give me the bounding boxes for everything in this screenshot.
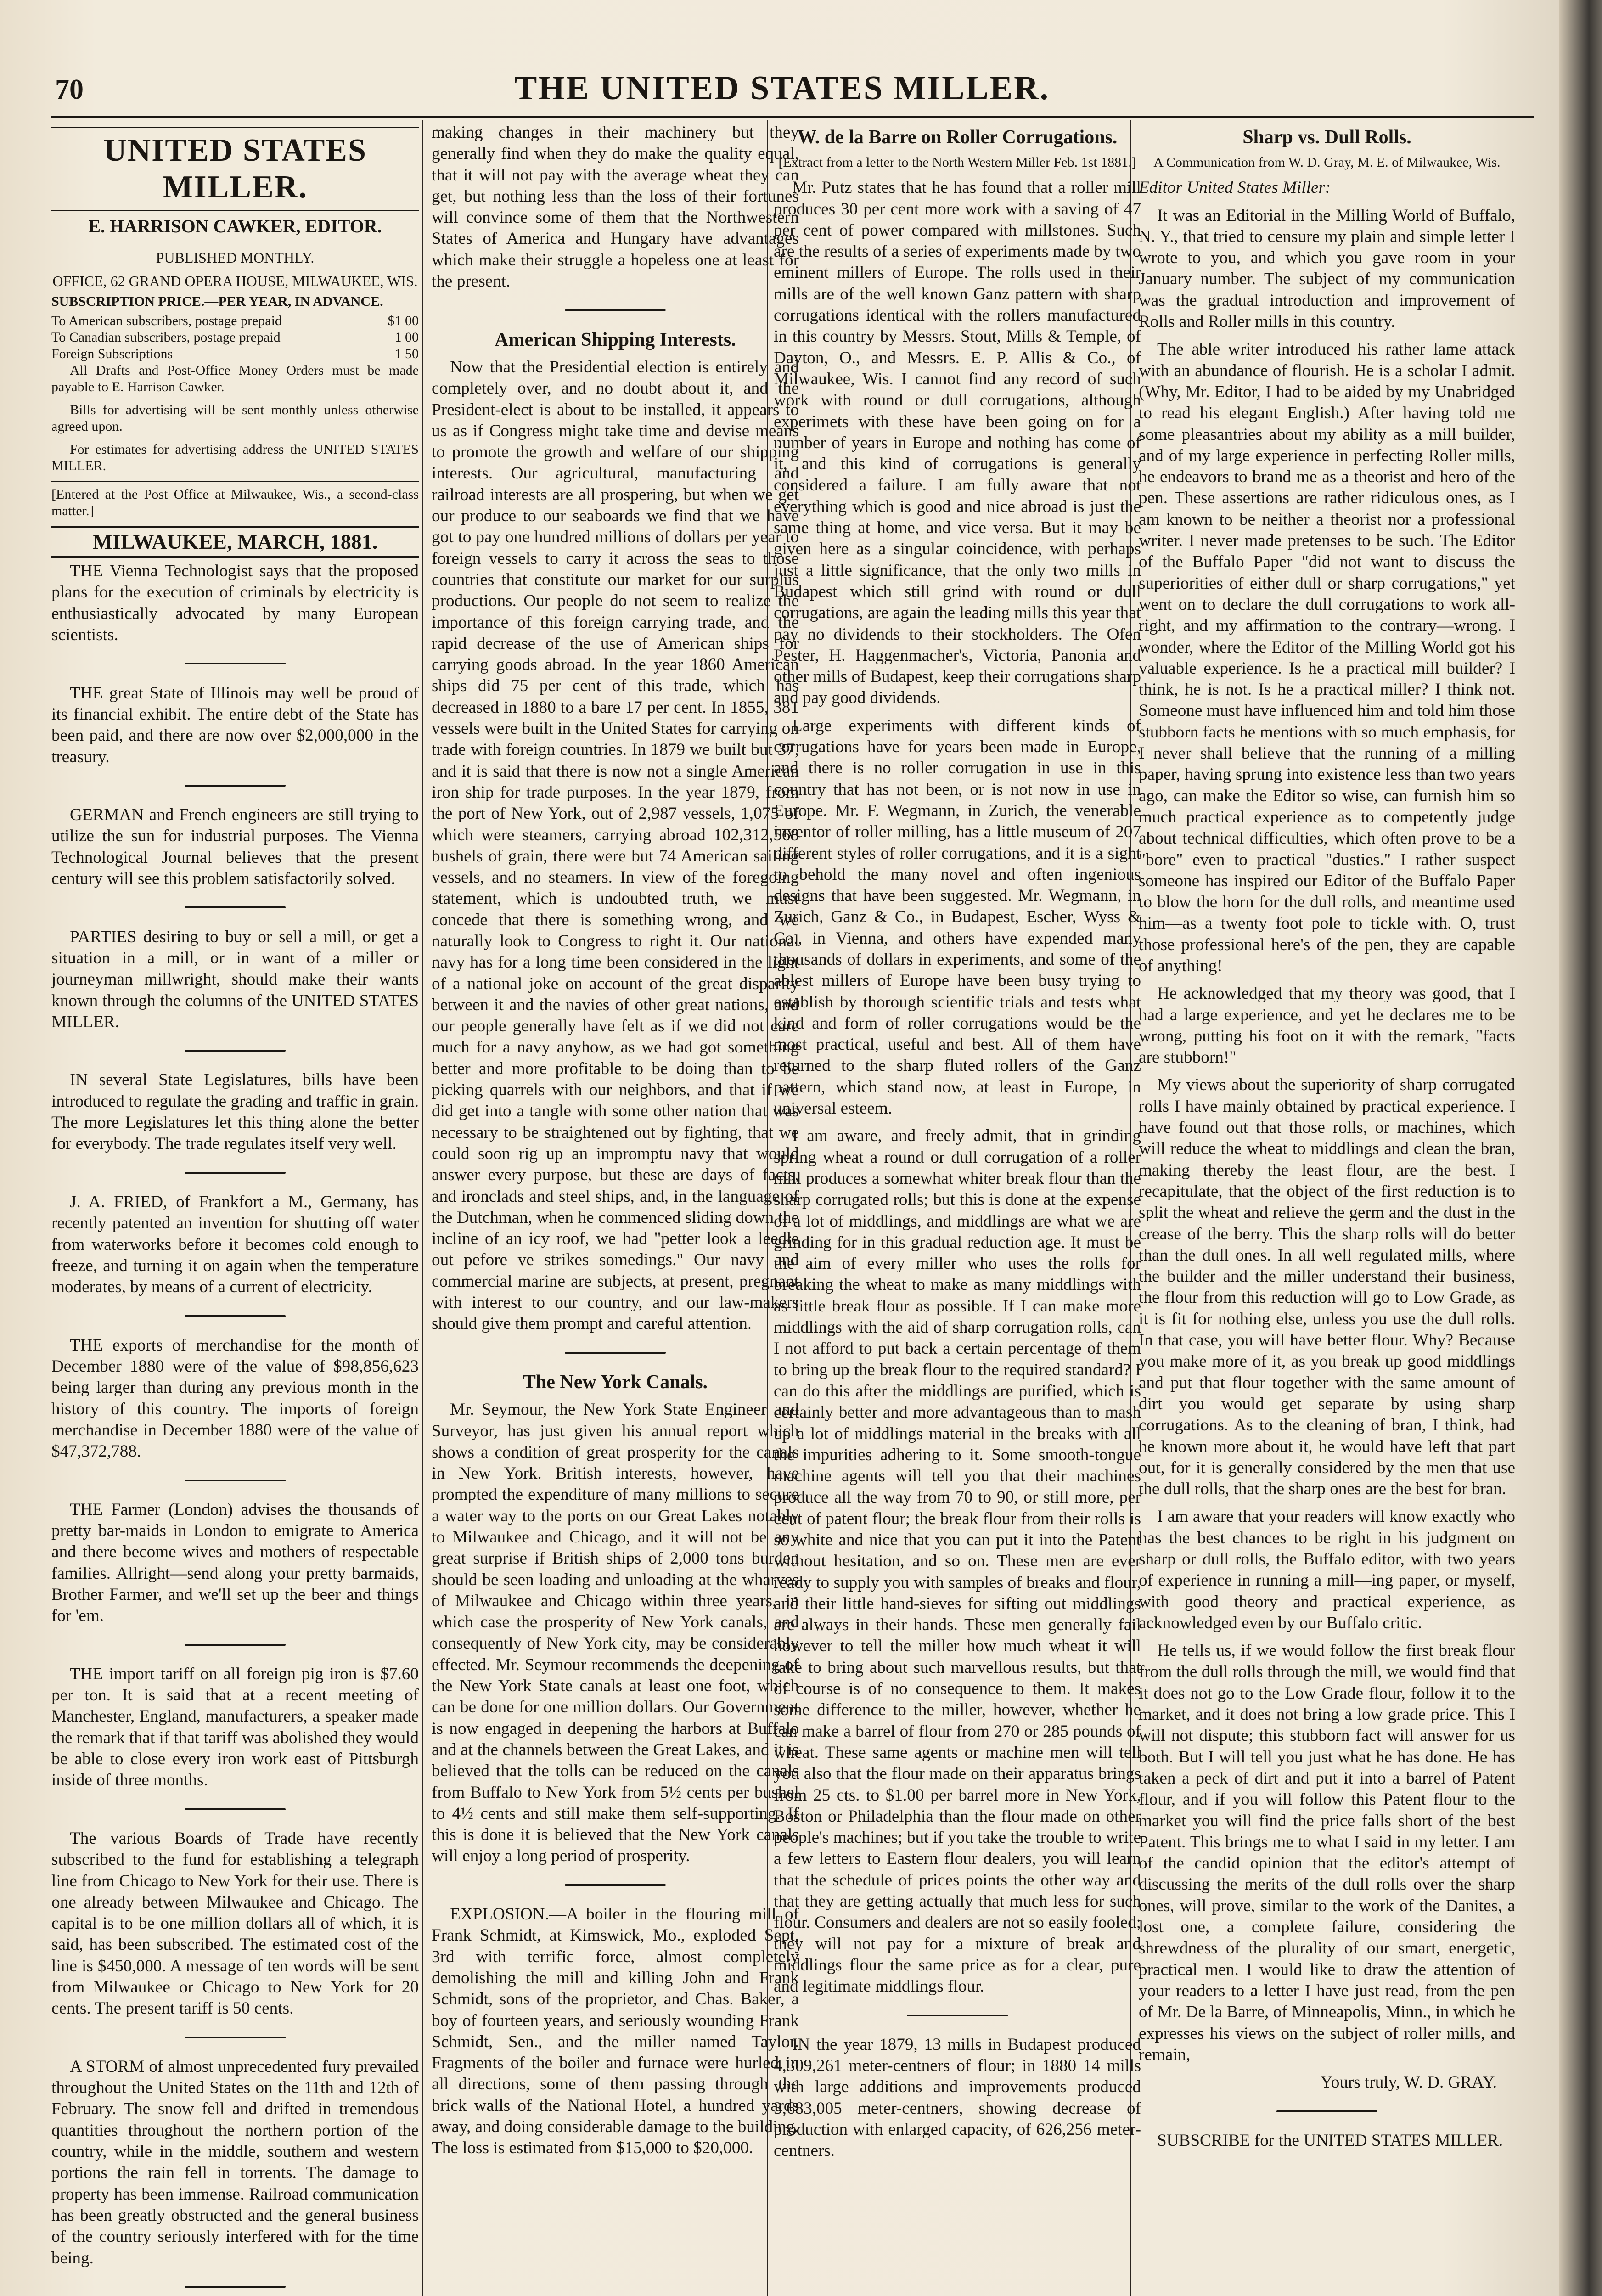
article-body: Now that the Presidential election is entirely and completely over, and no doubt about it, and the President-elect is about to be installed, it appears to us as if Congress might take time and devise means to promote the growth and welfare of our shipping interests. Our agricultural, manufacturing and railroad interests are all prospering, but when we get our produce to our seaboards we find that we have got to pay one hundred millions of dollars per year to foreign vessels to carry it across the seas to those countries that constitute our market for our surplus productions. Our people do not seem to realize the importance of this foreign carrying trade, and the rapid decrease of the use of American ships for carrying goods abroad. In the year 1860 American ships did 75 per cent of this trade, which has decreased in 1880 to a bare 17 per cent. In 1855, 381 vessels were built in the United States for carrying on trade with foreign countries. In 1879 we built but 37, and it is said that there is now not a single American iron ship for trade purposes. In the year 1879, from the port of New York, out of 2,987 vessels, 1,075 of which were steamers, carrying abroad 102,312,568 bushels of grain, there were but 74 American sailing vessels, and no steamers. In view of the foregoing statement, which is undoubted truth, we must concede that there is something wrong, and we naturally look to Congress to right it. Our national navy has for a long time been considered in the light of a national joke on account of the great disparity between it and the navies of other great nations, and our people generally have felt as if we did not care much for a navy anyhow, as we had got something better and more profitable to be doing than to be picking quarrels with our neighbors, and that if we did get into a tangle with some other nation that was necessary to be straightened out by fighting, that we could soon rig up an impromptu navy that would answer every purpose, but these are days of facts, and ironclads and steel ships, and, in the language of the Dutchman, when he commenced sliding down the incline of an icy roof, we had "petter look a leedle out pefore ve strikes somedings." Our navy and commercial marine are subjects, at present, pregnant with interest to our country, and our law-makers should give them prompt and careful attention. — [432, 357, 799, 1334]
article-title: Sharp vs. Dull Rolls. — [1242, 127, 1411, 148]
article-body: He acknowledged that my theory was good, that I had a large experience, and yet he declares me to be wrong, putting his foot on it with the remark, "facts are stubborn!" — [1139, 984, 1515, 1067]
price-label: To American subscribers, postage prepaid — [51, 313, 282, 328]
header-rule — [51, 116, 1534, 118]
article-body: Mr. Putz states that he has found that a roller mill produces 30 per cent more work with a saving of 47 per cent of power compared with millstones. Such are the results of a series of experiments made by two eminent millers of Europe. The rolls used in their mills are of the well known Ganz pattern with sharp corrugations identical with the rollers manufactured in this country by Messrs. Stout, Mills & Temple, of Dayton, O., and Messrs. E. P. Allis & Co., of Milwaukee, Wis. I cannot find any record of such work with round or dull corrugations, although experimets with these have been going on for a number of years in Europe and nothing has come of it, and this kind of corrugations is generally considered a failure. I am fully aware that not everything which is good and nice abroad is just the same thing at home, and vice versa. But it may be given here as a singular coincidence, with perhaps just a little significance, that the only two mills in Budapest which still grind with round or dull corrugations, are again the leading mills this year that pay no dividends to their stockholders. The Ofen Pester, H. Haggenmacher's, Victoria, Panonia and other mills of Budapest, keep their corrugations sharp and pay good dividends. — [774, 178, 1141, 708]
rule — [51, 210, 419, 211]
article-body: The able writer introduced his rather lame attack with an abundance of flourish. He is a scholar I admit. (Why, Mr. Editor, I had to be aided by my Unabridged to read his elegant English.) After having told me some pleasantries about my ability as a mill builder, and of my large experience in perfecting Roller mills, he endeavors to brand me as a theorist and hero of the pen. These assertions are rather ridiculous ones, as I am known to be neither a theorist nor a professional writer. I never made pretenses to be such. The Editor of the Buffalo Paper "did not want to discuss the superiorities of either dull or sharp corrugations," yet went on to declare the dull corrugations to work all-right, and my affirmation to the contrary—wrong. I wonder, where the Editor of the Milling World got his valuable experience. Is he a practical mill builder? I think, he is not. Is he a practical miller? I think not. Someone must have influenced him and told him those stubborn facts he mentions with so much emphasis, for I never shall believe that the running of a milling paper, having sprung into existence less than two years ago, can make the Editor so wise, can furnish him so much practical experience as to competently judge about technical difficulties, which often prove to be a "bore" even to practical "dusties." I rather suspect someone has inspired our Editor of the Buffalo Paper to blow the horn for the dull rolls, and meantime used him—as a twenty foot pole to tickle with. O, trust those professional here's of the pen, they are capable of anything! — [1139, 340, 1515, 975]
news-item: GERMAN and French engineers are still trying to utilize the sun for industrial purposes. The Vienna Technological Journal believes that the present century will see this problem satisfactorily solved. — [51, 805, 419, 889]
subscription-line: SUBSCRIPTION PRICE.—PER YEAR, IN ADVANCE. — [51, 293, 383, 309]
page-title: THE UNITED STATES MILLER. — [514, 69, 1050, 107]
office-line: OFFICE, 62 GRAND OPERA HOUSE, MILWAUKEE, WIS. — [52, 272, 418, 289]
editor-line: E. HARRISON CAWKER, EDITOR. — [88, 216, 382, 236]
article-body: I am aware, and freely admit, that in grinding spring wheat a round or dull corrugation of a roller mill produces a somewhat whiter break flour than the sharp corrugated rolls; but this is done at the expense of a lot of middlings, and middlings are what we are grinding for in this gradual reduction age. It must be the aim of every miller who uses the rolls for breaking the wheat to make as many middlings with as little break flour as possible. If I can make more middlings with the aid of sharp corrugation rolls, can I not afford to put back a certain percentage of them to bring up the break flour to the required standard? I can do this after the middlings are purified, which is certainly better and more advantageous than to mash up a lot of middlings material in the breaks with all the impurities adhering to it. Some smooth-tongue machine agents will tell you that their machines produce all the way from 70 to 90, or still more, per cent of patent flour; the break flour from their rolls is so white and nice that you can put it into the Patent without hesitation, and so on. These men are ever ready to supply you with samples of breaks and flour, and their little hand-sieves for sifting out middlings are always in their hands. These men generally fail however to tell the miller how much wheat it will take to bring about such marvellous results, but that of course is of no consequence to them. It makes some difference to the miller, however, whether he can make a barrel of flour from 270 or 285 pounds of wheat. These same agents or machine men will tell you also that the flour made on their apparatus brings from 25 cts. to $1.00 per barrel more in New York, Boston or Philadelphia than the flour made on other people's machines; but if you take the trouble to write a few letters to Eastern flour dealers, you will learn that the schedule of prices points the other way and that they are getting actually that much less for such flour. Consumers and dealers are not so easily fooled; they will not pay for a mixture of break and middlings flour the same price as for a clear, pure and legitimate middlings flour. — [774, 1126, 1141, 1996]
ornament-divider — [51, 652, 419, 673]
column-1 — [51, 122, 419, 2296]
news-item: A STORM of almost unprecedented fury prevailed throughout the United States on the 11th and 12th of February. The snow fell and drifted in tremendous quantities throughout the northern portion of the country, while in the middle, southern and western portions the rain fell in torrents. The damage to property has been immense. Railroad communication has been greatly obstructed and the general business of the country seriously interfered with for the time being. — [51, 2057, 419, 2268]
column-divider — [422, 120, 423, 2296]
article-body: It was an Editorial in the Milling World of Buffalo, N. Y., that tried to censure my plain and simple letter I wrote to you, and which you gave room in your January number. The subject of my communication was the gradual introduction and improvement of Rolls and Roller mills in this country. — [1139, 206, 1515, 332]
ornament-divider — [774, 2004, 1141, 2025]
dateline: MILWAUKEE, MARCH, 1881. — [92, 529, 378, 553]
article-title: American Shipping Interests. — [495, 329, 736, 350]
article-body: Mr. Seymour, the New York State Engineer and Surveyor, has just given his annual report which shows a condition of great prosperity for the canals in New York. British interests, however, have prompted the expenditure of many millions to secure a water way to the ports on our Great Lakes notably to Milwaukee and Chicago, and it will not be any great surprise if British ships of 2,000 tons burden should be seen loading and unloading at the wharves of Milwaukee and Chicago within three years, in which case the prosperity of New York canals, and consequently of New York city, may be considerably effected. Mr. Seymour recommends the deepening of the New York State canals at least one foot, which can be done for one million dollars. Our Government is now engaged in deepening the harbors at Buffalo and at the channels between the Great Lakes, and it is believed that the tolls can be reduced on the canals from Buffalo to New York from 5½ cents per bushel to 4½ cents and still make them self-supporting. If this is done it is believed that the New York canals will enjoy a long period of prosperity. — [432, 1400, 799, 1866]
price-value: 1 50 — [394, 346, 419, 361]
news-item: J. A. FRIED, of Frankfort a M., Germany, has recently patented an invention for shutting off water from waterworks before it becomes cold enough to freeze, and turning it on again when the temperature moderates, by means of a current of electricity. — [51, 1192, 419, 1297]
estimates-note: For estimates for advertising address the UNITED STATES MILLER. — [51, 441, 419, 473]
bills-note: Bills for advertising will be sent monthly unless otherwise agreed upon. — [51, 402, 419, 434]
published-line: PUBLISHED MONTHLY. — [156, 249, 315, 266]
price-value: $1 00 — [388, 313, 419, 328]
ornament-divider — [1139, 2099, 1515, 2121]
article-body: I am aware that your readers will know exactly who has the best chances to be right in his judgment on sharp or dull rolls, the Buffalo editor, with two years of experience in running a mill—ing paper, or myself, with good theory and practical experience, as acknowledged even by our Buffalo critic. — [1139, 1507, 1515, 1632]
ornament-divider — [432, 1874, 799, 1895]
rule — [51, 526, 419, 528]
ornament-divider — [51, 774, 419, 795]
ornament-divider — [51, 896, 419, 917]
price-row — [51, 346, 419, 362]
news-item: THE exports of merchandise for the month of December 1880 were of the value of $98,856,623 being larger than during any previous month in the history of this country. The imports of foreign merchandise in December 1880 were of the value of $47,372,788. — [51, 1335, 419, 1461]
ornament-divider — [51, 1798, 419, 1819]
price-value: 1 00 — [394, 329, 419, 345]
ornament-divider — [51, 1039, 419, 1060]
price-row — [51, 313, 419, 329]
news-item: PARTIES desiring to buy or sell a mill, or get a situation in a mill, or in want of a miller or journeyman millwright, should make their wants known through the columns of the UNITED STATES MILLER. — [51, 927, 419, 1031]
article-body: EXPLOSION.—A boiler in the flouring mill of Frank Schmidt, at Kimswick, Mo., exploded Sept. 3rd with terrific force, almost completely demolishing the mill and killing John and Frank Schmidt, sons of the proprietor, and Chas. Baker, a boy of fourteen years, and seriously wounding Frank Schmidt, Sen., and the miller named Taylor. Fragments of the boiler and furnace were hurled in all directions, some of them passing through the brick walls of the National Hotel, a hundred yards away, and doing considerable damage to the building. The loss is estimated from $15,000 to $20,000. — [432, 1905, 799, 2158]
page-number: 70 — [55, 74, 84, 105]
price-row — [51, 329, 419, 346]
price-label: To Canadian subscribers, postage prepaid — [51, 329, 281, 345]
signature: Yours truly, W. D. GRAY. — [1320, 2073, 1497, 2092]
column-2 — [432, 122, 799, 2296]
article-subtitle: A Communication from W. D. Gray, M. E. of Milwaukee, Wis. — [1153, 155, 1501, 170]
price-label: Foreign Subscriptions — [51, 346, 173, 361]
article-title: The New York Canals. — [523, 1371, 708, 1393]
rule — [51, 127, 419, 128]
article-title: W. de la Barre on Roller Corrugations. — [797, 127, 1118, 148]
article-body: Large experiments with different kinds of corrugations have for years been made in Europe, and there is no roller corrugation in use in this country that has not been, or is not now in use in Europe. Mr. F. Wegmann, in Zurich, the venerable inventor of roller milling, has a little museum of 207 different styles of roller corrugations, and it is a sight to behold the many novel and often ingenious designs that have been suggested. Mr. Wegmann, in Zurich, Ganz & Co., in Budapest, Escher, Wyss & Co., in Vienna, and others have expended many thousands of dollars in experiments, and some of the ablest millers of Europe have been busy trying to establish by thorough scientific trials and tests what kind and form of roller corrugations would be the most practical, useful and best. All of them have returned to the sharp fluted rollers of the Ganz pattern, which stand now, at least in Europe, in universal esteem. — [774, 716, 1141, 1118]
news-item: THE great State of Illinois may well be proud of its financial exhibit. The entire debt of the State has been paid, and there are now over $2,000,000 in the treasury. — [51, 683, 419, 766]
entered-note: [Entered at the Post Office at Milwaukee, Wis., a second-class matter.] — [51, 486, 419, 518]
subscribe-note: SUBSCRIBE for the UNITED STATES MILLER. — [1157, 2131, 1503, 2150]
news-item: THE import tariff on all foreign pig iron is $7.60 per ton. It is said that at a recent meeting of Manchester, England, manufacturers, a speaker made the remark that if that tariff was abolished they would be able to close every iron work east of Pittsburgh inside of three months. — [51, 1664, 419, 1790]
ornament-divider — [51, 1633, 419, 1654]
ornament-divider — [51, 1469, 419, 1490]
news-item: IN several State Legislatures, bills have been introduced to regulate the grading and traffic in grain. The more Legislatures let this thing alone the better for everybody. The trade regulates itself very well. — [51, 1070, 419, 1154]
salutation: Editor United States Miller: — [1139, 178, 1331, 197]
ornament-divider — [51, 2026, 419, 2047]
news-item: THE Vienna Technologist says that the proposed plans for the execution of criminals by electricity is enthusiastically advocated by many European scientists. — [51, 562, 419, 645]
news-item: THE Farmer (London) advises the thousands of pretty bar-maids in London to emigrate to America and there become wives and mothers of respectable families. Allright—send along your pretty barmaids, Brother Farmer, and we'll set up the beer and things for 'em. — [51, 1500, 419, 1626]
ornament-divider — [51, 1304, 419, 1325]
ornament-divider — [432, 1341, 799, 1362]
continued-text: making changes in their machinery but they generally find when they do make the quality equal, that it will not pay with the average wheat they can get, but nothing less than the loss of their fortunes will convince some of them that the Northwestern States of America and Hungary have advantages which make their struggle a hopeless one at least for the present. — [432, 123, 799, 291]
article-body: My views about the superiority of sharp corrugated rolls I have mainly obtained by practical experience. I have found out that those rolls, or machines, which will reduce the wheat to middlings and clean the bran, making thereby the least flour, are the best. I recapitulate, that the object of the first reduction is to split the wheat and relieve the germ and the dust in the crease of the berry. This the sharp rolls will do better than the dull ones. In all well regulated mills, where the builder and the miller understand their business, the flour from this reduction will go to Low Grade, as it is fit for nothing else, unless you use the dull rolls. In that case, you will have better flour. Why? Because you make more of it, as you break up good middlings and put that flour together with the same amount of dirt you would get separate by using sharp corrugations. As to the cleaning of bran, I think, had he known more about it, he would have left that part out, for it is generally considered by the men that use the dull rolls, that the sharp ones are the best for bran. — [1139, 1075, 1515, 1499]
ornament-divider — [51, 1161, 419, 1182]
publication-name: UNITED STATES MILLER. — [103, 133, 367, 205]
ornament-divider — [51, 2275, 419, 2296]
column-4 — [1139, 122, 1515, 2296]
book-spine — [1559, 0, 1602, 2296]
ornament-divider — [432, 298, 799, 320]
news-item: IN the year 1879, 13 mills in Budapest produced 4,309,261 meter-centners of flour; in 1880 14 mills with large additions and improvements produced 3,683,005 meter-centners, showing decrease of production with enlarged capacity, of 626,256 meter-centners. — [774, 2035, 1141, 2161]
column-3 — [774, 122, 1141, 2296]
rule — [51, 556, 419, 558]
drafts-note: All Drafts and Post-Office Money Orders must be made payable to E. Harrison Cawker. — [51, 362, 419, 394]
news-item: The various Boards of Trade have recently subscribed to the fund for establishing a telegraph line from Chicago to New York for their use. There is one already between Milwaukee and Chicago. The capital is to be one million dollars all of which, it is said, has been subscribed. The estimated cost of the line is $450,000. A message of ten words will be sent from Milwaukee or Chicago to New York for 20 cents. The present tariff is 50 cents. — [51, 1829, 419, 2018]
article-source: [Extract from a letter to the North Western Miller Feb. 1st 1881.] — [778, 155, 1136, 170]
rule — [51, 481, 419, 482]
article-body: He tells us, if we would follow the first break flour from the dull rolls through the mill, we would find that it does not go to the Low Grade flour, follow it to the market, and it does not bring a low grade price. This I will not dispute; this stubborn fact will answer for us both. But I will tell you just what he has done. He has taken a peck of dirt and put it into a barrel of Patent flour, and if you will follow this Patent flour to the market you will find the price falls short of the best Patent. This brings me to what I said in my letter. I am of the candid opinion that the editor's attempt of discussing the merits of the dull rolls over the sharp ones, will prove, similar to the work of the Danites, a lost one, a complete failure, considering the shrewdness of the plurality of our smart, energetic, practical men. I would like to draw the attention of your readers to a letter I have just read, from the pen of Mr. De la Barre, of Minneapolis, Minn., in which he expresses his views on the subject of roller mills, and remain, — [1139, 1641, 1515, 2064]
